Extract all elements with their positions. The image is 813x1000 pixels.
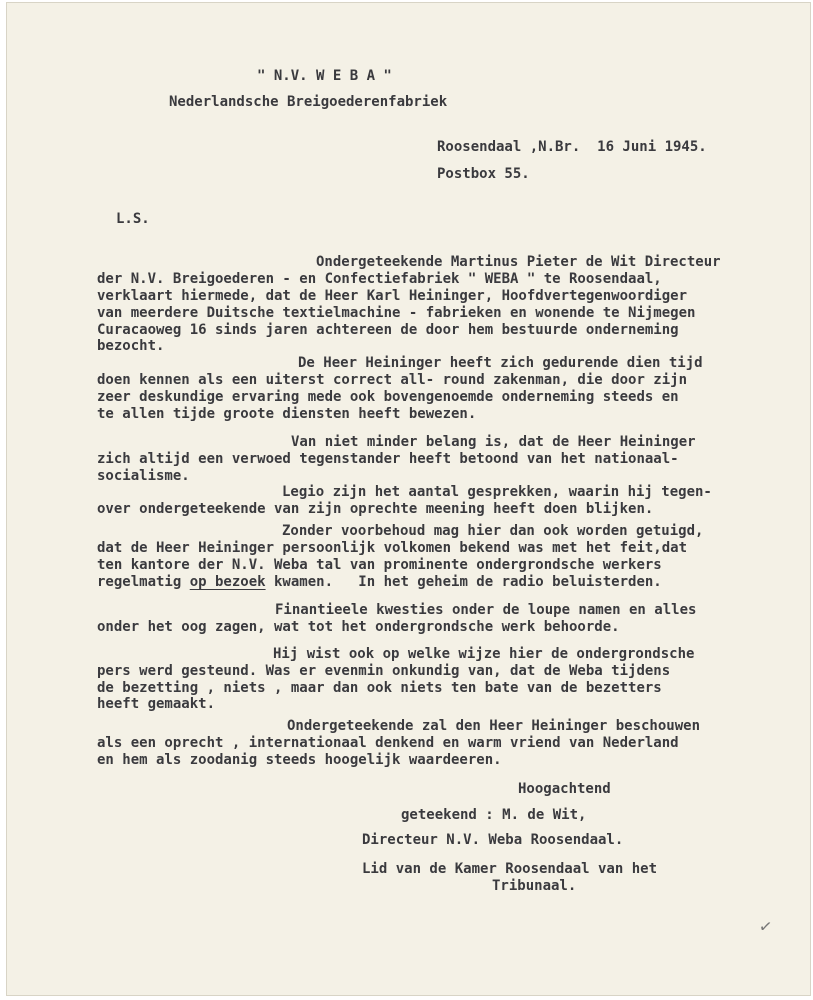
body-line: zich altijd een verwoed tegenstander heeft betoond van het nationaal- <box>97 451 679 467</box>
body-line: als een oprecht , internationaal denkend en warm vriend van Nederland <box>97 735 679 751</box>
body-line: socialisme. <box>97 468 190 484</box>
salutation: L.S. <box>116 211 150 227</box>
body-line: te allen tijde groote diensten heeft bewezen. <box>97 406 477 422</box>
body-line: van meerdere Duitsche textielmachine - fabrieken en wonende te Nijmegen <box>97 305 696 321</box>
closing-title: Directeur N.V. Weba Roosendaal. <box>362 832 624 848</box>
body-line: de bezetting , niets , maar dan ook niets ten bate van de bezetters <box>97 680 662 696</box>
body-line: doen kennen als een uiterst correct all- round zakenman, die door zijn <box>97 372 688 388</box>
body-line: Zonder voorbehoud mag hier dan ook worden getuigd, <box>282 523 704 539</box>
body-line: over ondergeteekende van zijn oprechte meening heeft doen blijken. <box>97 501 654 517</box>
letterhead-subtitle: Nederlandsche Breigoederenfabriek <box>169 94 448 110</box>
body-line: Curacaoweg 16 sinds jaren achtereen de door hem bestuurde onderneming <box>97 322 679 338</box>
body-line: heeft gemaakt. <box>97 696 216 712</box>
body-line: bezocht. <box>97 338 165 354</box>
typed-letter <box>7 3 812 997</box>
body-line: Legio zijn het aantal gesprekken, waarin hij tegen- <box>282 484 712 500</box>
body-line: onder het oog zagen, wat tot het ondergrondsche werk behoorde. <box>97 619 620 635</box>
body-line: zeer deskundige ervaring mede ook bovengenoemde onderneming steeds en <box>97 389 679 405</box>
body-line: Hij wist ook op welke wijze hier de ondergrondsche <box>273 646 695 662</box>
place-date: Roosendaal ,N.Br. 16 Juni 1945. <box>437 139 707 155</box>
closing-member: Lid van de Kamer Roosendaal van het <box>362 861 658 877</box>
body-line: Van niet minder belang is, dat de Heer Heininger <box>291 434 696 450</box>
closing-signed: geteekend : M. de Wit, <box>401 807 587 823</box>
body-line: Finantieele kwesties onder de loupe namen en alles <box>275 602 697 618</box>
body-text: kwamen. In het geheim de radio beluisterden. <box>265 574 662 590</box>
body-line: der N.V. Breigoederen - en Confectiefabriek " WEBA " te Roosendaal, <box>97 271 662 287</box>
closing-greeting: Hoogachtend <box>518 781 611 797</box>
check-mark-icon: ✓ <box>757 916 774 937</box>
closing-member: Tribunaal. <box>492 878 577 894</box>
body-line: Ondergeteekende Martinus Pieter de Wit Directeur <box>316 254 721 270</box>
letter-sheet <box>6 2 811 996</box>
letterhead-company: " N.V. W E B A " <box>257 68 392 84</box>
body-line: ten kantore der N.V. Weba tal van prominente ondergrondsche werkers <box>97 557 662 573</box>
body-line: pers werd gesteund. Was er evenmin onkundig van, dat de Weba tijdens <box>97 663 671 679</box>
underlined-text: op bezoek <box>189 574 266 590</box>
body-text: regelmatig <box>97 574 190 590</box>
body-line: en hem als zoodanig steeds hoogelijk waardeeren. <box>97 752 502 768</box>
body-line <box>97 574 662 590</box>
body-line: verklaart hiermede, dat de Heer Karl Heininger, Hoofdvertegenwoordiger <box>97 288 688 304</box>
body-line: Ondergeteekende zal den Heer Heininger beschouwen <box>287 718 701 734</box>
postbox: Postbox 55. <box>437 166 530 182</box>
body-line: dat de Heer Heininger persoonlijk volkomen bekend was met het feit,dat <box>97 540 688 556</box>
body-line: De Heer Heininger heeft zich gedurende dien tijd <box>298 355 703 371</box>
